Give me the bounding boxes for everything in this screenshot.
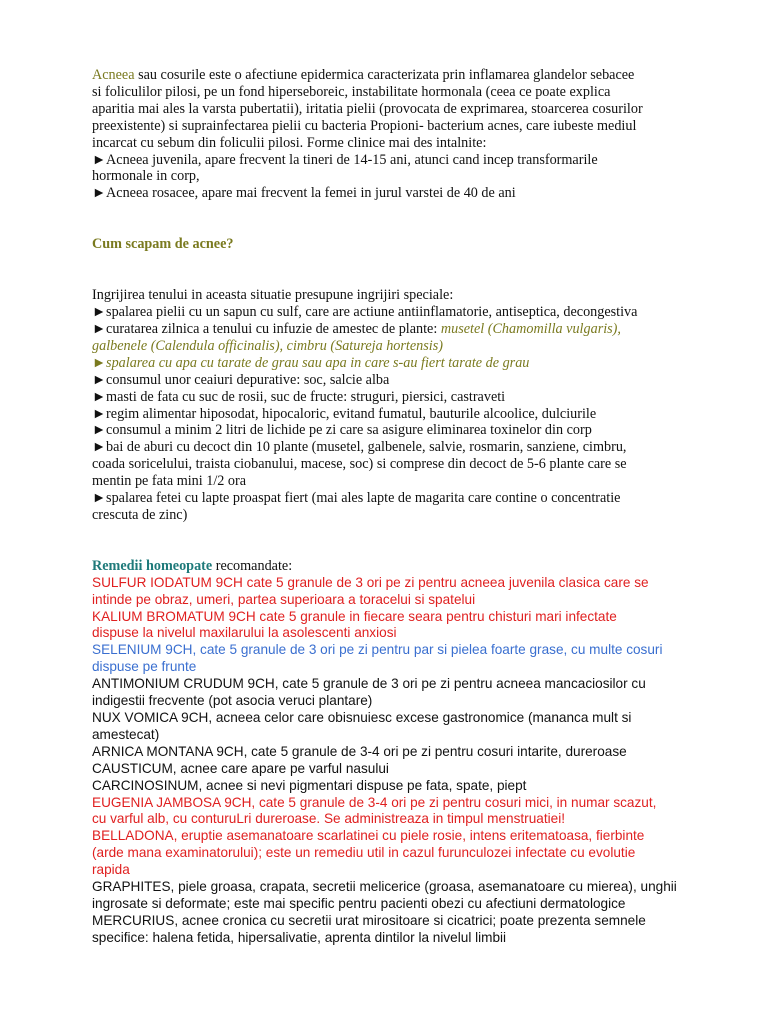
intro-line: ►Acneea rosacee, apare mai frecvent la femei in jurul varstei de 40 de ani	[92, 185, 516, 202]
intro-line: ►Acneea juvenila, apare frecvent la tineri de 14-15 ani, atunci cand incep transformarile	[92, 151, 598, 168]
care-line: ►curatarea zilnica a tenului cu infuzie de amestec de plante: musetel (Chamomilla vulgaris),	[92, 320, 621, 337]
bran-wash-line: ►spalarea cu apa cu tarate de grau sau apa in care s-au fiert tarate de grau	[92, 354, 530, 371]
intro-line: si foliculilor pilosi, pe un fond hiperseboreic, instabilitate hormonala (ceea ce poate explica	[92, 83, 611, 100]
care-line: mentin pe fata mini 1/2 ora	[92, 473, 247, 490]
remedy-item: GRAPHITES, piele groasa, crapata, secretii melicerice (groasa, asemanatoare cu mierea), unghii ingrosate si deformate; este mai specific pentru pacienti obezi cu afectiuni dermatologice	[92, 879, 677, 911]
care-line: ►regim alimentar hiposodat, hipocaloric, evitand fumatul, bauturile alcoolice, dulciurile	[92, 405, 597, 422]
intro-paragraph	[92, 67, 728, 202]
remedy-item: CAUSTICUM, acnee care apare pe varful nasului	[92, 760, 389, 776]
intro-line: incarcat cu sebum din foliculii pilosi. Forme clinice mai des intalnite:	[92, 134, 487, 151]
remedy-item: KALIUM BROMATUM 9CH cate 5 granule in fiecare seara pentru chisturi mari infectate dispuse la nivelul maxilarului la asolescenti anxiosi	[92, 608, 617, 641]
remedy-item: MERCURIUS, acnee cronica cu secretii urat mirositoare si cicatrici; poate prezenta semnele specifice: halena fetida, hipersalivatie, aprenta dintilor la nivelul limbii	[92, 912, 646, 945]
remedy-item: BELLADONA, eruptie asemanatoare scarlatinei cu piele rosie, intens eritematoasa, fierbinte (arde mana examinatorului); este un remediu util in cazul furunculozei infectate cu evolutie rapida	[92, 828, 645, 878]
remedy-item: SELENIUM 9CH, cate 5 granule de 3 ori pe zi pentru par si pielea foarte grase, cu multe cosuri dispuse pe frunte	[92, 642, 663, 675]
care-line: ►consumul unor ceaiuri depurative: soc, salcie alba	[92, 371, 390, 388]
care-section	[92, 287, 728, 524]
section-heading: Cum scapam de acnee?	[92, 236, 234, 253]
remedy-item: EUGENIA JAMBOSA 9CH, cate 5 granule de 3-4 ori pe zi pentru cosuri mici, in numar scazut, cu varful alb, cu conturuLri dureroase. Se administreaza in timpul menstruatiei!	[92, 794, 657, 827]
care-line: ►masti de fata cu suc de rosii, suc de fructe: struguri, piersici, castraveti	[92, 388, 506, 405]
remedy-item: ANTIMONIUM CRUDUM 9CH, cate 5 granule de 3 ori pe zi pentru acneea mancaciosilor cu indigestii frecvente (pot asocia veruci plantare)	[92, 676, 646, 709]
remedy-list	[92, 575, 728, 947]
care-line: ►bai de aburi cu decoct din 10 plante (musetel, galbenele, salvie, rosmarin, sanziene, cimbru,	[92, 439, 627, 456]
intro-line: Acneea sau cosurile este o afectiune epidermica caracterizata prin inflamarea glandelor sebacee	[92, 67, 635, 83]
care-line: coada soricelului, traista ciobanului, macese, soc) si comprese din decoct de 5-6 plante care se	[92, 456, 627, 473]
care-line: ►spalarea pielii cu un sapun cu sulf, care are actiune antiinflamatorie, antiseptica, decongestiva	[92, 304, 638, 321]
remedy-item: SULFUR IODATUM 9CH cate 5 granule de 3 ori pe zi pentru acneea juvenila clasica care se intinde pe obraz, umeri, partea superioara a toracelui si spatelui	[92, 574, 649, 607]
remedy-item: NUX VOMICA 9CH, acneea celor care obisnuiesc excese gastronomice (mananca mult si amestecat)	[92, 710, 632, 742]
intro-line: aparitia mai ales la varsta pubertatii), iritatia pielii (provocata de exprimarea, stoarcerea cosurilor	[92, 100, 643, 117]
remedy-item: CARCINOSINUM, acnee si nevi pigmentari dispuse pe fata, spate, piept	[92, 777, 527, 793]
herbs-italic: musetel (Chamomilla vulgaris),	[440, 320, 621, 337]
herbs-italic: galbenele (Calendula officinalis), cimbru (Satureja hortensis)	[92, 337, 443, 354]
care-line: Ingrijirea tenului in aceasta situatie presupune ingrijiri speciale:	[92, 287, 454, 304]
care-line: crescuta de zinc)	[92, 506, 188, 523]
remedies-section	[92, 558, 728, 947]
care-line: ►consumul a minim 2 litri de lichide pe zi care sa asigure eliminarea toxinelor din corp	[92, 422, 592, 439]
remedies-heading: Remedii homeopate	[92, 557, 213, 574]
remedies-heading-line: Remedii homeopate recomandate:	[92, 557, 293, 574]
intro-line: preexistente) si suprainfectarea pielii cu bacteria Propioni- bacterium acnes, care iubeste mediul	[92, 117, 637, 134]
care-line: ►spalarea fetei cu lapte proaspat fiert (mai ales lapte de magarita care contine o concentratie	[92, 490, 621, 507]
remedy-item: ARNICA MONTANA 9CH, cate 5 granule de 3-4 ori pe zi pentru cosuri intarite, dureroase	[92, 743, 627, 759]
intro-line: hormonale in corp,	[92, 168, 200, 185]
acneea-keyword: Acneea	[92, 67, 135, 83]
